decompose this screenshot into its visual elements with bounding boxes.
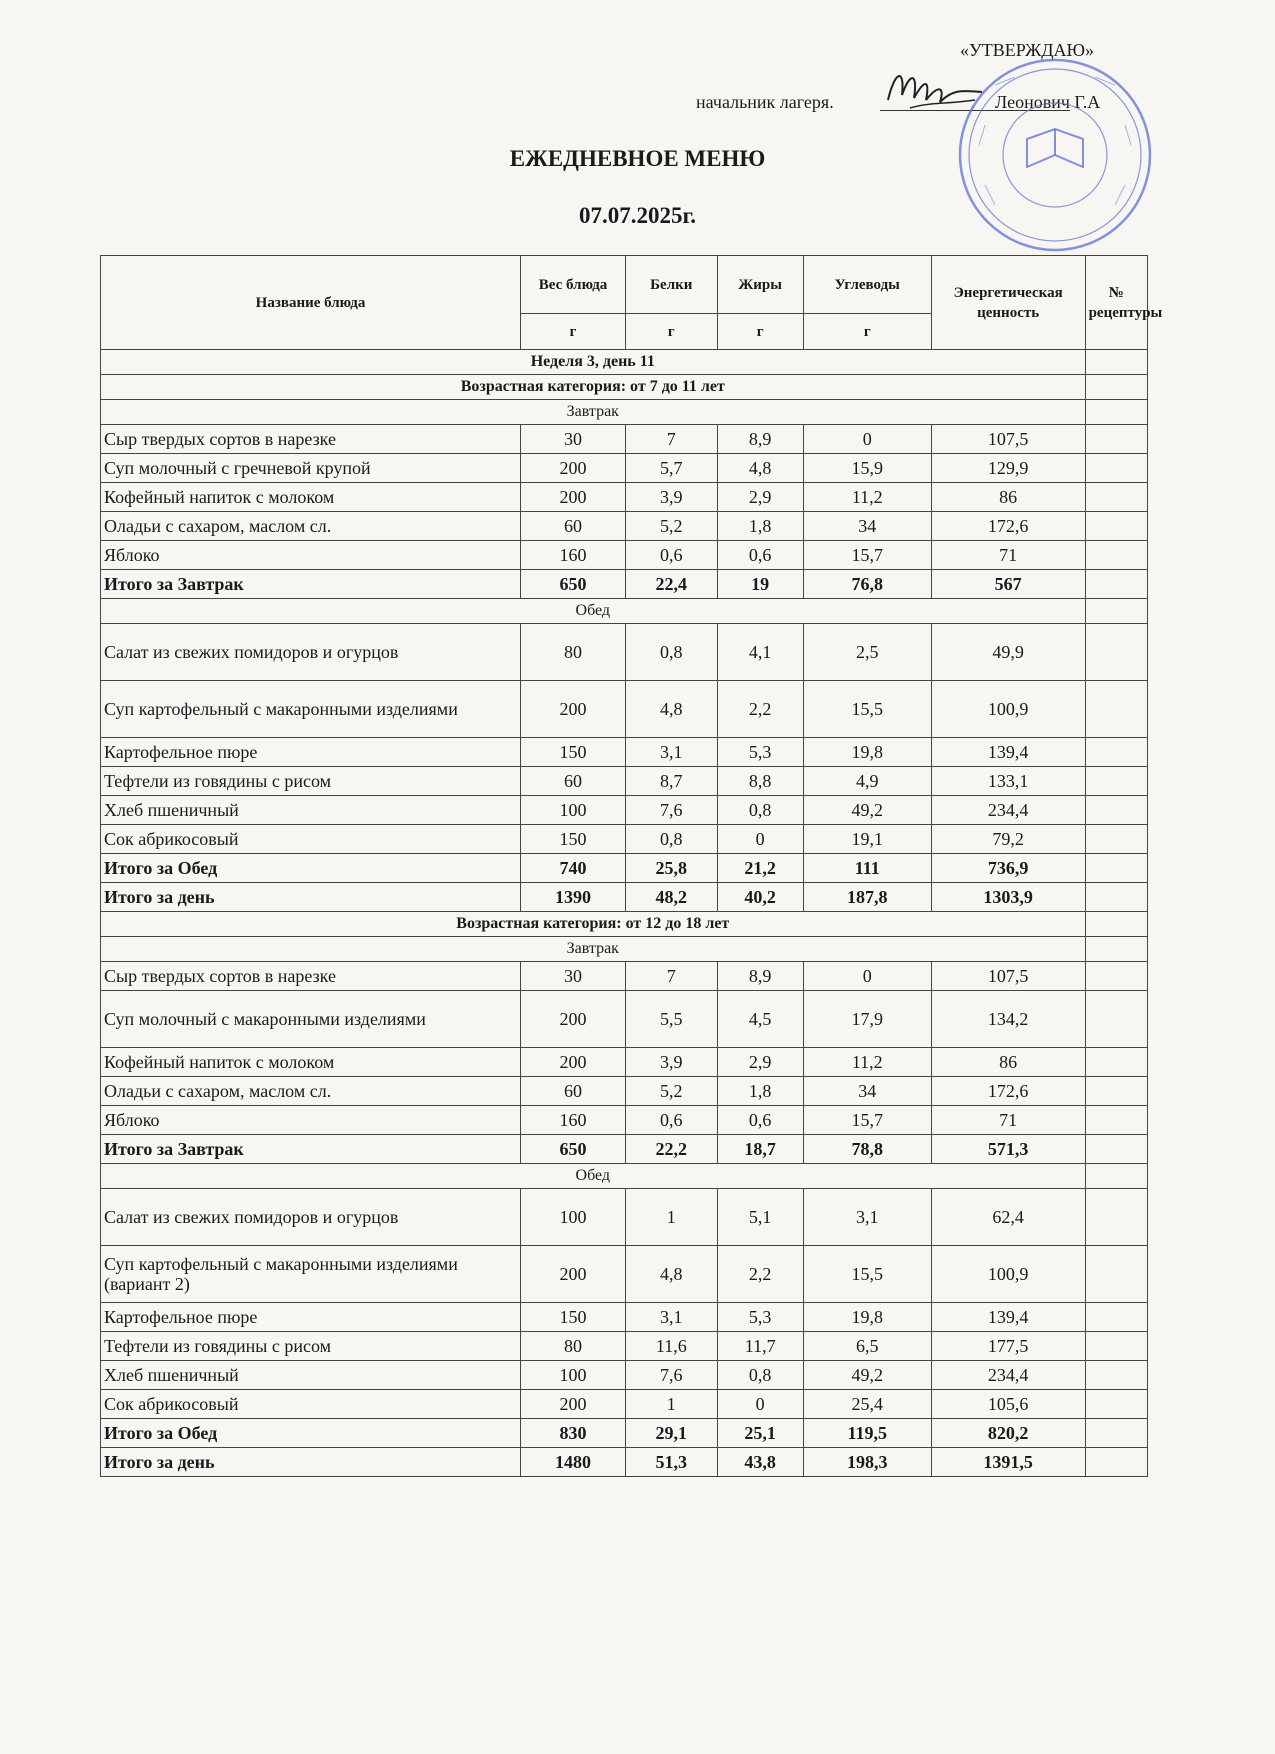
energy-cell: 172,6	[931, 512, 1085, 541]
dish-name: Яблоко	[101, 541, 521, 570]
dish-name: Хлеб пшеничный	[101, 796, 521, 825]
dish-name: Тефтели из говядины с рисом	[101, 1332, 521, 1361]
recipe-cell	[1085, 1048, 1147, 1077]
protein-cell: 0,6	[626, 1106, 717, 1135]
recipe-cell	[1085, 854, 1147, 883]
protein-cell: 8,7	[626, 767, 717, 796]
carbs-cell: 78,8	[803, 1135, 931, 1164]
col-weight-header: Вес блюда	[521, 256, 626, 314]
carbs-cell: 15,9	[803, 454, 931, 483]
protein-cell: 22,2	[626, 1135, 717, 1164]
carbs-cell: 0	[803, 962, 931, 991]
meal-header-row	[101, 599, 1148, 624]
weight-cell: 150	[521, 1303, 626, 1332]
age-category-row-label: Возрастная категория: от 12 до 18 лет	[101, 912, 1086, 937]
protein-cell: 7	[626, 962, 717, 991]
protein-cell: 7	[626, 425, 717, 454]
energy-cell: 820,2	[931, 1419, 1085, 1448]
dish-name: Оладьи с сахаром, маслом сл.	[101, 512, 521, 541]
meal-total-row	[101, 1419, 1148, 1448]
weight-cell: 60	[521, 1077, 626, 1106]
meal-total-row	[101, 570, 1148, 599]
carbs-cell: 76,8	[803, 570, 931, 599]
protein-cell: 3,9	[626, 483, 717, 512]
table-row	[101, 1303, 1148, 1332]
protein-cell: 3,1	[626, 1303, 717, 1332]
recipe-cell	[1085, 375, 1147, 400]
fat-cell: 21,2	[717, 854, 803, 883]
protein-cell: 5,2	[626, 1077, 717, 1106]
carbs-cell: 49,2	[803, 796, 931, 825]
recipe-cell	[1085, 767, 1147, 796]
fat-cell: 2,2	[717, 1246, 803, 1303]
recipe-cell	[1085, 1361, 1147, 1390]
recipe-cell	[1085, 624, 1147, 681]
protein-cell: 29,1	[626, 1419, 717, 1448]
recipe-cell	[1085, 962, 1147, 991]
table-row	[101, 681, 1148, 738]
energy-cell: 62,4	[931, 1189, 1085, 1246]
fat-cell: 8,8	[717, 767, 803, 796]
weight-cell: 200	[521, 454, 626, 483]
meal-header-row-label: Завтрак	[101, 400, 1086, 425]
energy-cell: 71	[931, 541, 1085, 570]
table-row	[101, 1077, 1148, 1106]
fat-cell: 0	[717, 825, 803, 854]
protein-cell: 22,4	[626, 570, 717, 599]
fat-cell: 18,7	[717, 1135, 803, 1164]
meal-header-row-label: Завтрак	[101, 937, 1086, 962]
dish-name: Итого за Обед	[101, 854, 521, 883]
weight-cell: 650	[521, 570, 626, 599]
energy-cell: 134,2	[931, 991, 1085, 1048]
protein-cell: 0,8	[626, 825, 717, 854]
energy-cell: 105,6	[931, 1390, 1085, 1419]
day-total-row	[101, 883, 1148, 912]
weight-cell: 200	[521, 1048, 626, 1077]
carbs-cell: 15,5	[803, 1246, 931, 1303]
meal-total-row	[101, 1135, 1148, 1164]
weight-cell: 200	[521, 1390, 626, 1419]
col-recipe-header: № рецептуры	[1085, 256, 1147, 350]
fat-cell: 0	[717, 1390, 803, 1419]
carbs-cell: 4,9	[803, 767, 931, 796]
fat-cell: 2,2	[717, 681, 803, 738]
carbs-cell: 15,7	[803, 1106, 931, 1135]
protein-cell: 48,2	[626, 883, 717, 912]
col-carbs-header: Углеводы	[803, 256, 931, 314]
menu-table	[100, 255, 1163, 1477]
weight-cell: 740	[521, 854, 626, 883]
dish-name: Картофельное пюре	[101, 1303, 521, 1332]
dish-name: Итого за день	[101, 1448, 521, 1477]
recipe-cell	[1085, 512, 1147, 541]
weight-cell: 150	[521, 825, 626, 854]
fat-cell: 1,8	[717, 512, 803, 541]
table-row	[101, 962, 1148, 991]
fat-cell: 5,1	[717, 1189, 803, 1246]
protein-cell: 5,5	[626, 991, 717, 1048]
protein-cell: 7,6	[626, 796, 717, 825]
age-category-row-label: Возрастная категория: от 7 до 11 лет	[101, 375, 1086, 400]
recipe-cell	[1085, 483, 1147, 512]
table-row	[101, 1246, 1148, 1303]
energy-cell: 234,4	[931, 1361, 1085, 1390]
dish-name: Картофельное пюре	[101, 738, 521, 767]
meal-header-row-label: Обед	[101, 599, 1086, 624]
protein-cell: 4,8	[626, 1246, 717, 1303]
weight-cell: 80	[521, 624, 626, 681]
energy-cell: 79,2	[931, 825, 1085, 854]
energy-cell: 234,4	[931, 796, 1085, 825]
unit-fat: г	[717, 314, 803, 350]
table-row	[101, 991, 1148, 1048]
dish-name: Кофейный напиток с молоком	[101, 483, 521, 512]
energy-cell: 139,4	[931, 1303, 1085, 1332]
table-row	[101, 624, 1148, 681]
weight-cell: 200	[521, 681, 626, 738]
recipe-cell	[1085, 1303, 1147, 1332]
dish-name: Итого за Обед	[101, 1419, 521, 1448]
meal-header-row-label: Обед	[101, 1164, 1086, 1189]
dish-name: Суп молочный с макаронными изделиями	[101, 991, 521, 1048]
dish-name: Сыр твердых сортов в нарезке	[101, 962, 521, 991]
carbs-cell: 187,8	[803, 883, 931, 912]
table-row	[101, 541, 1148, 570]
table-row	[101, 1106, 1148, 1135]
carbs-cell: 198,3	[803, 1448, 931, 1477]
carbs-cell: 19,8	[803, 1303, 931, 1332]
recipe-cell	[1085, 1332, 1147, 1361]
fat-cell: 4,5	[717, 991, 803, 1048]
weight-cell: 100	[521, 1361, 626, 1390]
energy-cell: 172,6	[931, 1077, 1085, 1106]
weight-cell: 60	[521, 512, 626, 541]
recipe-cell	[1085, 681, 1147, 738]
fat-cell: 0,8	[717, 796, 803, 825]
col-fat-header: Жиры	[717, 256, 803, 314]
weight-cell: 80	[521, 1332, 626, 1361]
dish-name: Итого за Завтрак	[101, 1135, 521, 1164]
recipe-cell	[1085, 1164, 1147, 1189]
protein-cell: 1	[626, 1189, 717, 1246]
fat-cell: 0,6	[717, 1106, 803, 1135]
fat-cell: 25,1	[717, 1419, 803, 1448]
fat-cell: 5,3	[717, 1303, 803, 1332]
energy-cell: 107,5	[931, 425, 1085, 454]
energy-cell: 49,9	[931, 624, 1085, 681]
energy-cell: 139,4	[931, 738, 1085, 767]
dish-name: Сок абрикосовый	[101, 825, 521, 854]
head-name: Леонович Г.А	[995, 92, 1101, 112]
protein-cell: 3,1	[626, 738, 717, 767]
carbs-cell: 15,7	[803, 541, 931, 570]
col-name-header: Название блюда	[101, 256, 521, 350]
carbs-cell: 11,2	[803, 483, 931, 512]
weight-cell: 200	[521, 991, 626, 1048]
table-row	[101, 1048, 1148, 1077]
meal-header-row	[101, 400, 1148, 425]
table-row	[101, 512, 1148, 541]
dish-name: Кофейный напиток с молоком	[101, 1048, 521, 1077]
carbs-cell: 11,2	[803, 1048, 931, 1077]
recipe-cell	[1085, 825, 1147, 854]
menu-body	[101, 350, 1148, 1477]
dish-name: Яблоко	[101, 1106, 521, 1135]
weight-cell: 100	[521, 1189, 626, 1246]
meal-header-row	[101, 1164, 1148, 1189]
energy-cell: 177,5	[931, 1332, 1085, 1361]
weight-cell: 100	[521, 796, 626, 825]
dish-name: Итого за день	[101, 883, 521, 912]
dish-name: Итого за Завтрак	[101, 570, 521, 599]
menu-date: 07.07.2025г.	[578, 203, 697, 228]
weight-cell: 30	[521, 425, 626, 454]
recipe-cell	[1085, 570, 1147, 599]
fat-cell: 1,8	[717, 1077, 803, 1106]
age-category-row	[101, 375, 1148, 400]
week-day-row-label: Неделя 3, день 11	[101, 350, 1086, 375]
carbs-cell: 19,8	[803, 738, 931, 767]
carbs-cell: 111	[803, 854, 931, 883]
table-row	[101, 425, 1148, 454]
protein-cell: 11,6	[626, 1332, 717, 1361]
fat-cell: 4,8	[717, 454, 803, 483]
page-title: ЕЖЕДНЕВНОЕ МЕНЮ	[509, 146, 766, 171]
recipe-cell	[1085, 991, 1147, 1048]
fat-cell: 11,7	[717, 1332, 803, 1361]
energy-cell: 107,5	[931, 962, 1085, 991]
carbs-cell: 49,2	[803, 1361, 931, 1390]
weight-cell: 1480	[521, 1448, 626, 1477]
energy-cell: 571,3	[931, 1135, 1085, 1164]
recipe-cell	[1085, 541, 1147, 570]
weight-cell: 160	[521, 541, 626, 570]
age-category-row	[101, 912, 1148, 937]
dish-name: Суп картофельный с макаронными изделиями (вариант 2)	[101, 1246, 521, 1303]
table-row	[101, 1361, 1148, 1390]
table-row	[101, 483, 1148, 512]
table-row	[101, 454, 1148, 483]
fat-cell: 19	[717, 570, 803, 599]
weight-cell: 650	[521, 1135, 626, 1164]
carbs-cell: 25,4	[803, 1390, 931, 1419]
table-row	[101, 825, 1148, 854]
recipe-cell	[1085, 1106, 1147, 1135]
table-row	[101, 1189, 1148, 1246]
table-row	[101, 1390, 1148, 1419]
dish-name: Сыр твердых сортов в нарезке	[101, 425, 521, 454]
table-row	[101, 1332, 1148, 1361]
fat-cell: 2,9	[717, 483, 803, 512]
carbs-cell: 0	[803, 425, 931, 454]
weight-cell: 160	[521, 1106, 626, 1135]
energy-cell: 1391,5	[931, 1448, 1085, 1477]
carbs-cell: 15,5	[803, 681, 931, 738]
energy-cell: 1303,9	[931, 883, 1085, 912]
protein-cell: 0,8	[626, 624, 717, 681]
fat-cell: 2,9	[717, 1048, 803, 1077]
energy-cell: 100,9	[931, 681, 1085, 738]
dish-name: Салат из свежих помидоров и огурцов	[101, 1189, 521, 1246]
recipe-cell	[1085, 1077, 1147, 1106]
recipe-cell	[1085, 350, 1147, 375]
protein-cell: 7,6	[626, 1361, 717, 1390]
carbs-cell: 119,5	[803, 1419, 931, 1448]
weight-cell: 200	[521, 1246, 626, 1303]
recipe-cell	[1085, 796, 1147, 825]
protein-cell: 25,8	[626, 854, 717, 883]
weight-cell: 1390	[521, 883, 626, 912]
carbs-cell: 17,9	[803, 991, 931, 1048]
energy-cell: 567	[931, 570, 1085, 599]
recipe-cell	[1085, 1246, 1147, 1303]
fat-cell: 0,8	[717, 1361, 803, 1390]
fat-cell: 4,1	[717, 624, 803, 681]
dish-name: Сок абрикосовый	[101, 1390, 521, 1419]
recipe-cell	[1085, 738, 1147, 767]
fat-cell: 8,9	[717, 425, 803, 454]
table-row	[101, 738, 1148, 767]
weight-cell: 830	[521, 1419, 626, 1448]
col-energy-header: Энергетическая ценность	[931, 256, 1085, 350]
recipe-cell	[1085, 883, 1147, 912]
fat-cell: 8,9	[717, 962, 803, 991]
protein-cell: 4,8	[626, 681, 717, 738]
fat-cell: 5,3	[717, 738, 803, 767]
dish-name: Суп картофельный с макаронными изделиями	[101, 681, 521, 738]
table-row	[101, 796, 1148, 825]
energy-cell: 129,9	[931, 454, 1085, 483]
unit-carbs: г	[803, 314, 931, 350]
weight-cell: 60	[521, 767, 626, 796]
energy-cell: 86	[931, 483, 1085, 512]
fat-cell: 43,8	[717, 1448, 803, 1477]
dish-name: Суп молочный с гречневой крупой	[101, 454, 521, 483]
recipe-cell	[1085, 912, 1147, 937]
recipe-cell	[1085, 454, 1147, 483]
recipe-cell	[1085, 1135, 1147, 1164]
dish-name: Оладьи с сахаром, маслом сл.	[101, 1077, 521, 1106]
dish-name: Салат из свежих помидоров и огурцов	[101, 624, 521, 681]
protein-cell: 3,9	[626, 1048, 717, 1077]
carbs-cell: 34	[803, 1077, 931, 1106]
carbs-cell: 2,5	[803, 624, 931, 681]
energy-cell: 100,9	[931, 1246, 1085, 1303]
head-position: начальник лагеря.	[696, 92, 834, 112]
energy-cell: 133,1	[931, 767, 1085, 796]
recipe-cell	[1085, 937, 1147, 962]
protein-cell: 1	[626, 1390, 717, 1419]
day-total-row	[101, 1448, 1148, 1477]
fat-cell: 40,2	[717, 883, 803, 912]
protein-cell: 5,2	[626, 512, 717, 541]
energy-cell: 736,9	[931, 854, 1085, 883]
weight-cell: 30	[521, 962, 626, 991]
recipe-cell	[1085, 1390, 1147, 1419]
recipe-cell	[1085, 1419, 1147, 1448]
weight-cell: 200	[521, 483, 626, 512]
protein-cell: 5,7	[626, 454, 717, 483]
carbs-cell: 34	[803, 512, 931, 541]
weight-cell: 150	[521, 738, 626, 767]
fat-cell: 0,6	[717, 541, 803, 570]
recipe-cell	[1085, 599, 1147, 624]
carbs-cell: 3,1	[803, 1189, 931, 1246]
recipe-cell	[1085, 1189, 1147, 1246]
meal-total-row	[101, 854, 1148, 883]
carbs-cell: 6,5	[803, 1332, 931, 1361]
recipe-cell	[1085, 400, 1147, 425]
recipe-cell	[1085, 1448, 1147, 1477]
meal-header-row	[101, 937, 1148, 962]
carbs-cell: 19,1	[803, 825, 931, 854]
week-day-row	[101, 350, 1148, 375]
unit-weight: г	[521, 314, 626, 350]
protein-cell: 0,6	[626, 541, 717, 570]
approve-label: «УТВЕРЖДАЮ»	[960, 40, 1095, 60]
col-protein-header: Белки	[626, 256, 717, 314]
unit-protein: г	[626, 314, 717, 350]
dish-name: Тефтели из говядины с рисом	[101, 767, 521, 796]
energy-cell: 71	[931, 1106, 1085, 1135]
energy-cell: 86	[931, 1048, 1085, 1077]
table-row	[101, 767, 1148, 796]
dish-name: Хлеб пшеничный	[101, 1361, 521, 1390]
protein-cell: 51,3	[626, 1448, 717, 1477]
recipe-cell	[1085, 425, 1147, 454]
